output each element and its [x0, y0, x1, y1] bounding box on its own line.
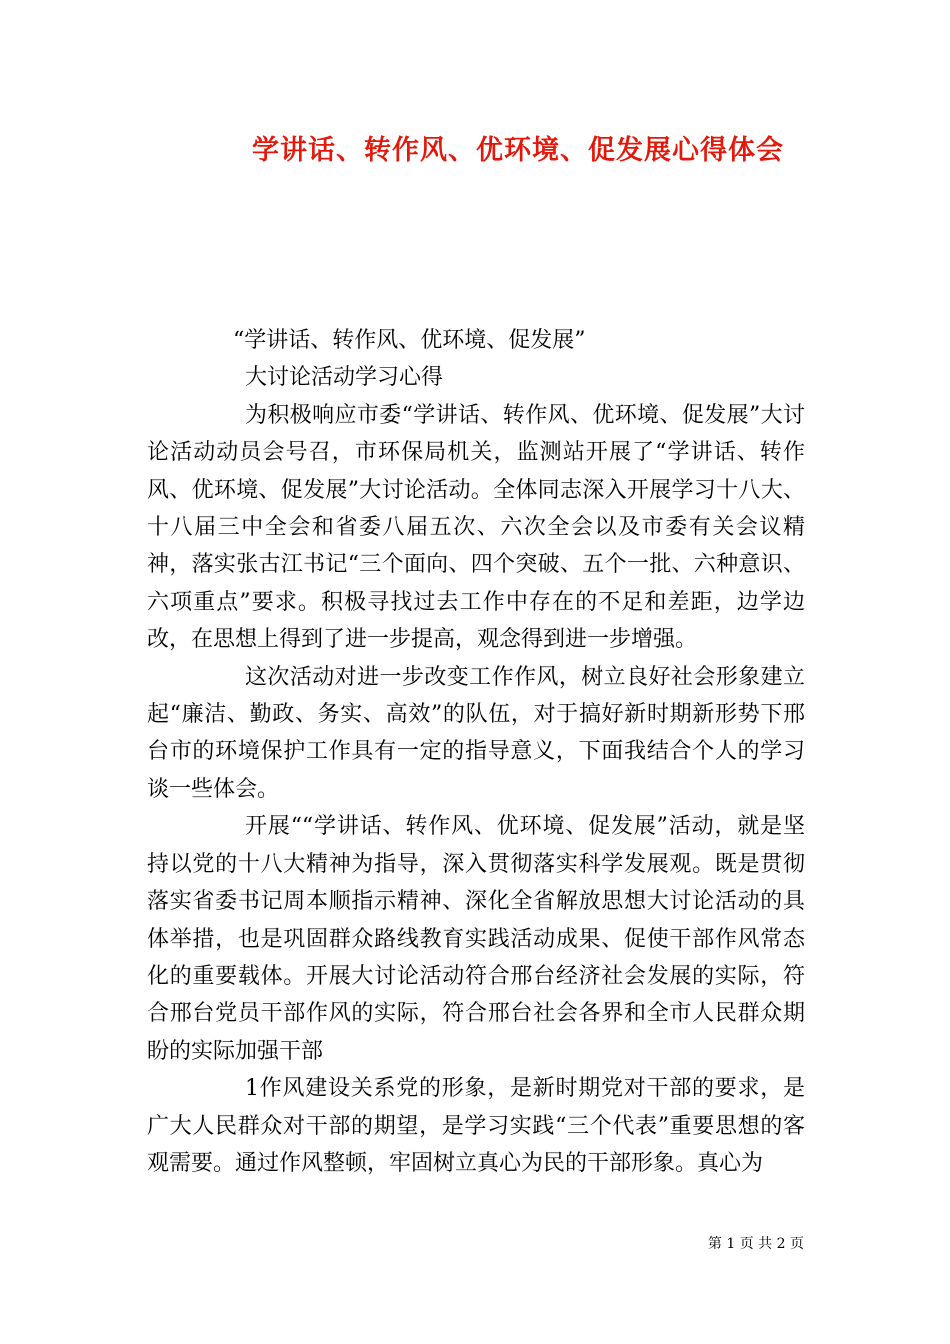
subtitle-line-2: 大讨论活动学习心得 — [245, 365, 444, 391]
paragraph-4: 1作风建设关系党的形象，是新时期党对干部的要求，是广大人民群众对干部的期望，是学习实践“三个代表”重要思想的客观需要。通过作风整顿，牢固树立真心为民的干部形象。真心为 — [147, 1076, 805, 1176]
subtitle-line-1: “学讲话、转作风、优环境、促发展” — [233, 328, 586, 353]
document-body — [147, 322, 805, 1182]
paragraph-3: 开展““学讲话、转作风、优环境、促发展”活动，就是坚持以党的十八大精神为指导，深入贯彻落实科学发展观。既是贯彻落实省委书记周本顺指示精神、深化全省解放思想大讨论活动的具体举措，也是巩固群众路线教育实践活动成果、促使干部作风常态化的重要载体。开展大讨论活动符合邢台经济社会发展的实际，符合邢台党员干部作风的实际，符合邢台社会各界和全市人民群众期盼的实际加强干部 — [147, 814, 805, 1064]
paragraph-2: 这次活动对进一步改变工作作风，树立良好社会形象建立起“廉洁、勤政、务实、高效”的队伍，对于搞好新时期新形势下邢台市的环境保护工作具有一定的指导意义，下面我结合个人的学习谈一些体会。 — [147, 664, 805, 802]
paragraph-1: 为积极响应市委“学讲话、转作风、优环境、促发展”大讨论活动动员会号召，市环保局机关，监测站开展了“学讲话、转作风、优环境、促发展”大讨论活动。全体同志深入开展学习十八大、十八届三中全会和省委八届五次、六次全会以及市委有关会议精神，落实张古江书记“三个面向、四个突破、五个一批、六种意识、六项重点”要求。积极寻找过去工作中存在的不足和差距，边学边改，在思想上得到了进一步提高，观念得到进一步增强。 — [147, 402, 805, 653]
page-number: 第 1 页 共 2 页 — [707, 1236, 804, 1252]
document-title: 学讲话、转作风、优环境、促发展心得体会 — [252, 135, 784, 166]
